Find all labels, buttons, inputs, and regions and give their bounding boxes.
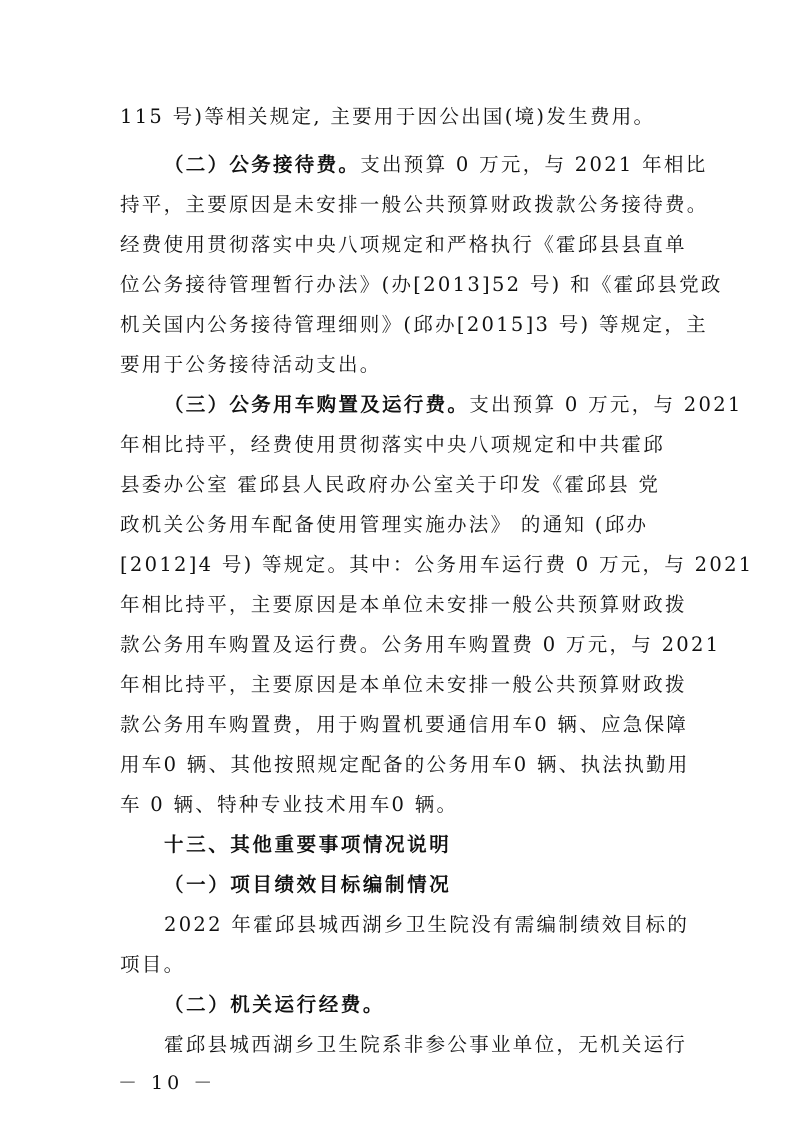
body-text-line: 霍邱县城西湖乡卫生院系非参公事业单位，无机关运行 xyxy=(164,1033,688,1056)
body-text-line: 项目。 xyxy=(120,953,186,976)
body-text-line: 政机关公务用车配备使用管理实施办法》 的通知 (邱办 xyxy=(120,513,649,536)
body-text-line: 位公务接待管理暂行办法》(办[2013]52 号) 和《霍邱县党政 xyxy=(120,273,723,296)
body-text-line: [2012]4 号) 等规定。其中：公务用车运行费 0 万元，与 2021 xyxy=(120,553,754,576)
body-text-line: 2022 年霍邱县城西湖乡卫生院没有需编制绩效目标的 xyxy=(164,913,690,936)
body-text-line: 机关国内公务接待管理细则》(邱办[2015]3 号) 等规定，主 xyxy=(120,313,708,336)
section-lead-reception: （二）公务接待费。 xyxy=(164,153,361,176)
body-text-line: 年相比持平，主要原因是本单位未安排一般公共预算财政拨 xyxy=(120,593,687,616)
body-text-line: 要用于公务接待活动支出。 xyxy=(120,353,382,376)
body-text-line: 年相比持平，主要原因是本单位未安排一般公共预算财政拨 xyxy=(120,673,687,696)
section-lead-vehicles: （三）公务用车购置及运行费。 xyxy=(164,393,470,416)
body-text-line: 车 0 辆、特种专业技术用车0 辆。 xyxy=(120,793,459,816)
body-text-line: 用车0 辆、其他按照规定配备的公务用车0 辆、执法执勤用 xyxy=(120,753,690,776)
body-text-line: 持平，主要原因是未安排一般公共预算财政拨款公务接待费。 xyxy=(120,193,709,216)
subsection-heading-performance: （一）项目绩效目标编制情况 xyxy=(164,873,452,896)
body-text-line: 县委办公室 霍邱县人民政府办公室关于印发《霍邱县 党 xyxy=(120,473,661,496)
body-text: 支出预算 0 万元，与 2021 年相比 xyxy=(360,153,708,176)
body-text-line: 115 号)等相关规定, 主要用于因公出国(境)发生费用。 xyxy=(120,105,656,128)
page-number: － 10 － xyxy=(118,1072,217,1094)
body-text-line: 年相比持平，经费使用贯彻落实中央八项规定和中共霍邱 xyxy=(120,433,666,456)
body-text-line: 款公务用车购置费，用于购置机要通信用车0 辆、应急保障 xyxy=(120,713,689,736)
section-heading-13: 十三、其他重要事项情况说明 xyxy=(164,833,452,856)
body-text-line: 经费使用贯彻落实中央八项规定和严格执行《霍邱县县直单 xyxy=(120,233,687,256)
body-text: 支出预算 0 万元，与 2021 xyxy=(469,393,743,416)
subsection-heading-operating-costs: （二）机关运行经费。 xyxy=(164,993,386,1016)
section-lead-line xyxy=(164,152,708,178)
section-lead-line xyxy=(164,392,743,418)
body-text-line: 款公务用车购置及运行费。公务用车购置费 0 万元，与 2021 xyxy=(120,633,721,656)
